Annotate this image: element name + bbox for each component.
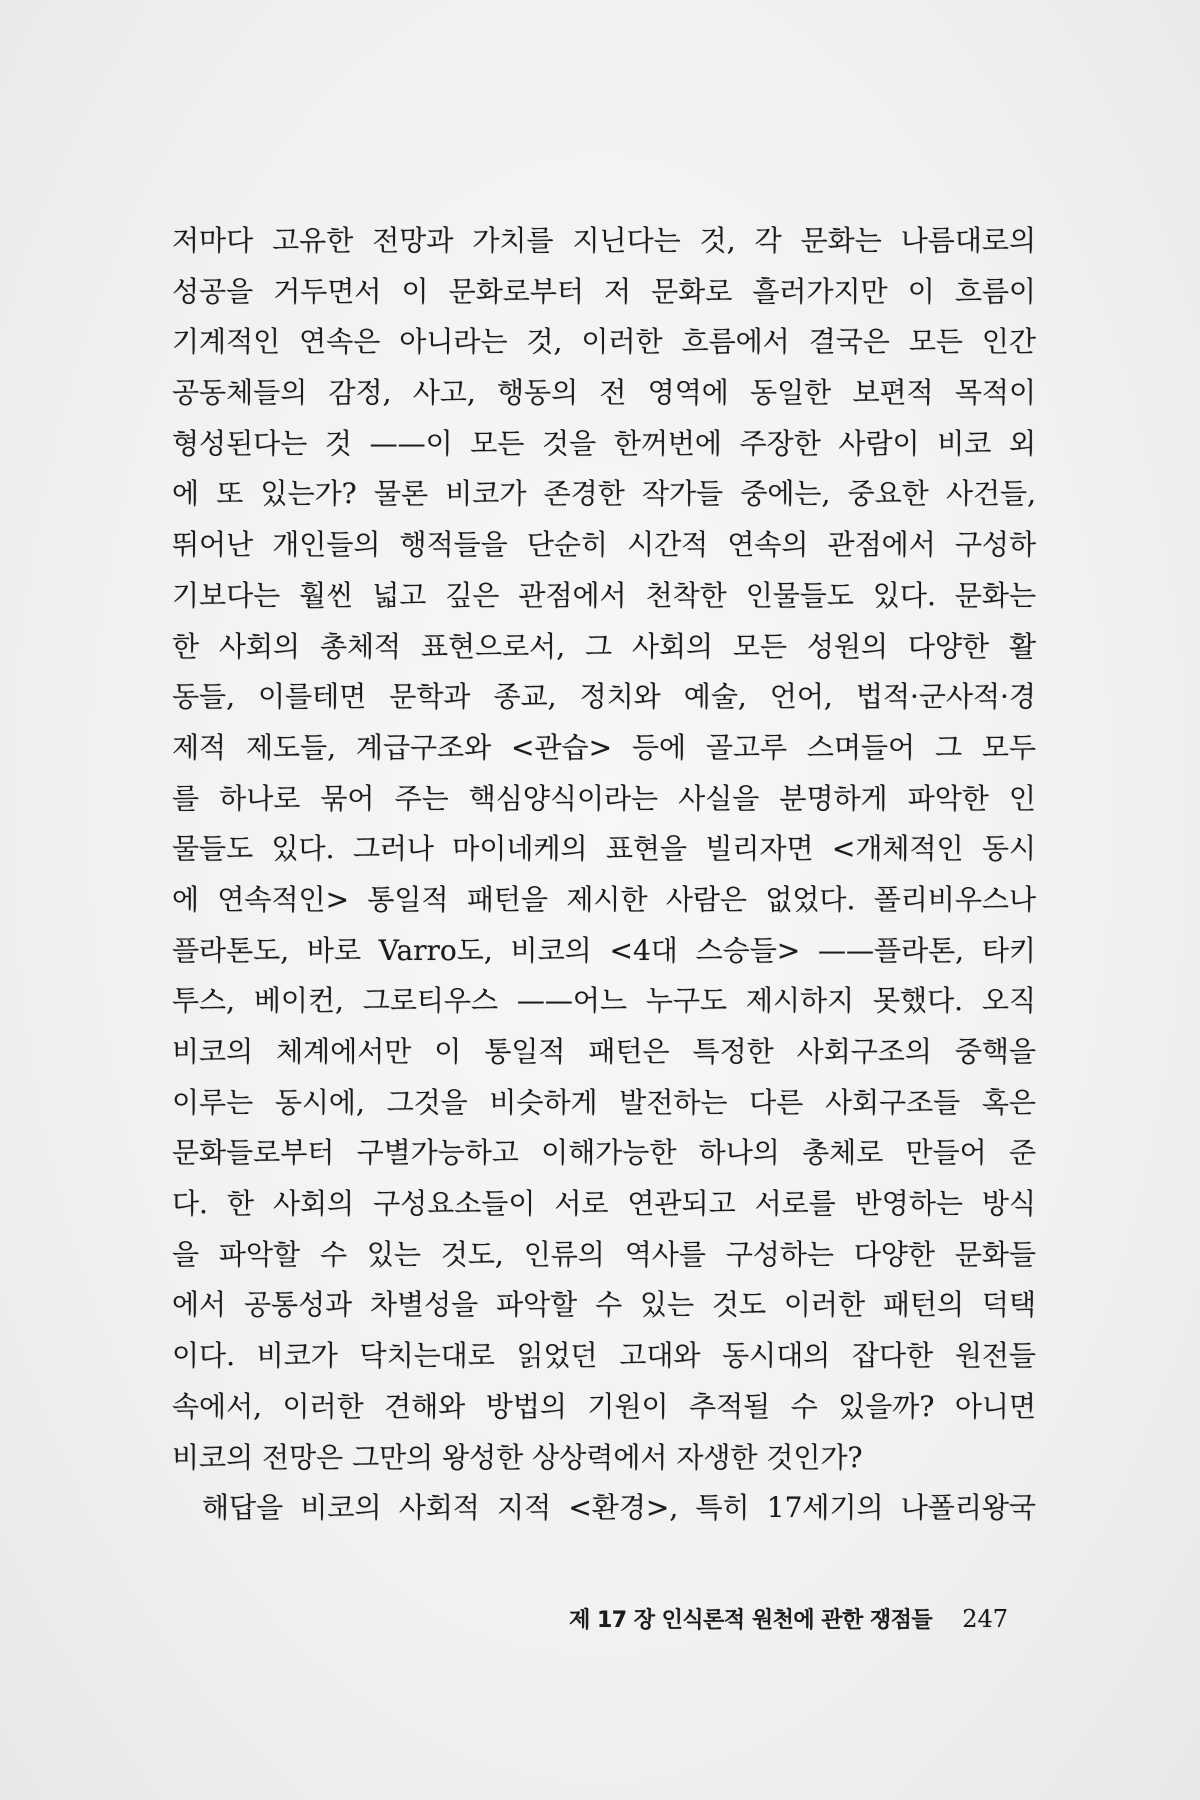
body-text-line: 한 사회의 총체적 표현으로서, 그 사회의 모든 성원의 다양한 활 [172,629,1036,663]
body-text-line: 플라톤도, 바로 Varro도, 비코의 <4대 스승들> ——플라톤, 타키 [172,933,1036,967]
body-text-line: 기계적인 연속은 아니라는 것, 이러한 흐름에서 결국은 모든 인간 [172,325,1036,359]
body-text-line: 문화들로부터 구별가능하고 이해가능한 하나의 총체로 만들어 준 [172,1136,1036,1170]
running-footer [569,1603,1008,1634]
body-text-line: 물들도 있다. 그러나 마이네케의 표현을 빌리자면 <개체적인 동시 [172,832,1036,866]
body-text-line: 뛰어난 개인들의 행적들을 단순히 시간적 연속의 관점에서 구성하 [172,528,1036,562]
body-text-line: 기보다는 훨씬 넓고 깊은 관점에서 천착한 인물들도 있다. 문화는 [172,578,1036,612]
paragraph-new [172,1483,1036,1534]
body-text-line: 에 연속적인> 통일적 패턴을 제시한 사람은 없었다. 폴리비우스나 [172,882,1036,916]
body-text-line: 저마다 고유한 전망과 가치를 지닌다는 것, 각 문화는 나름대로의 [172,224,1036,257]
body-text-line: 동들, 이를테면 문학과 종교, 정치와 예술, 언어, 법적·군사적·경 [172,680,1036,714]
body-text-line: 형성된다는 것 ——이 모든 것을 한꺼번에 주장한 사람이 비코 외 [172,426,1036,460]
body-text-line: 제적 제도들, 계급구조와 <관습> 등에 골고루 스며들어 그 모두 [172,730,1036,764]
body-text-line: 이루는 동시에, 그것을 비슷하게 발전하는 다른 사회구조들 혹은 [172,1085,1036,1119]
body-text-line: 다. 한 사회의 구성요소들이 서로 연관되고 서로를 반영하는 방식 [172,1187,1036,1221]
page-number: 247 [962,1605,1008,1633]
body-text-line: 이다. 비코가 닥치는대로 읽었던 고대와 동시대의 잡다한 원전들 [172,1339,1036,1373]
body-text-line: 를 하나로 묶어 주는 핵심양식이라는 사실을 분명하게 파악한 인 [172,781,1036,815]
body-text-line: 에 또 있는가? 물론 비코가 존경한 작가들 중에는, 중요한 사건들, [172,477,1036,511]
body-text-line: 해답을 비코의 사회적 지적 <환경>, 특히 17세기의 나폴리왕국 [202,1491,1036,1525]
body-text-line: 비코의 전망은 그만의 왕성한 상상력에서 자생한 것인가? [172,1440,863,1474]
body-text-line: 성공을 거두면서 이 문화로부터 저 문화로 흘러가지만 이 흐름이 [172,274,1036,308]
body-text-line: 투스, 베이컨, 그로티우스 ——어느 누구도 제시하지 못했다. 오직 [172,984,1036,1018]
body-text [172,216,1036,1534]
body-text-line: 비코의 체계에서만 이 통일적 패턴은 특정한 사회구조의 중핵을 [172,1035,1036,1068]
body-text-line: 공동체들의 감정, 사고, 행동의 전 영역에 동일한 보편적 목적이 [172,376,1036,410]
body-text-line: 속에서, 이러한 견해와 방법의 기원이 추적될 수 있을까? 아니면 [172,1389,1036,1423]
chapter-title: 제 17 장 인식론적 원천에 관한 쟁점들 [569,1608,933,1633]
paragraph-continued [172,216,1036,1483]
body-text-line: 에서 공통성과 차별성을 파악할 수 있는 것도 이러한 패턴의 덕택 [172,1288,1036,1322]
body-text-line: 을 파악할 수 있는 것도, 인류의 역사를 구성하는 다양한 문화들 [172,1237,1036,1271]
